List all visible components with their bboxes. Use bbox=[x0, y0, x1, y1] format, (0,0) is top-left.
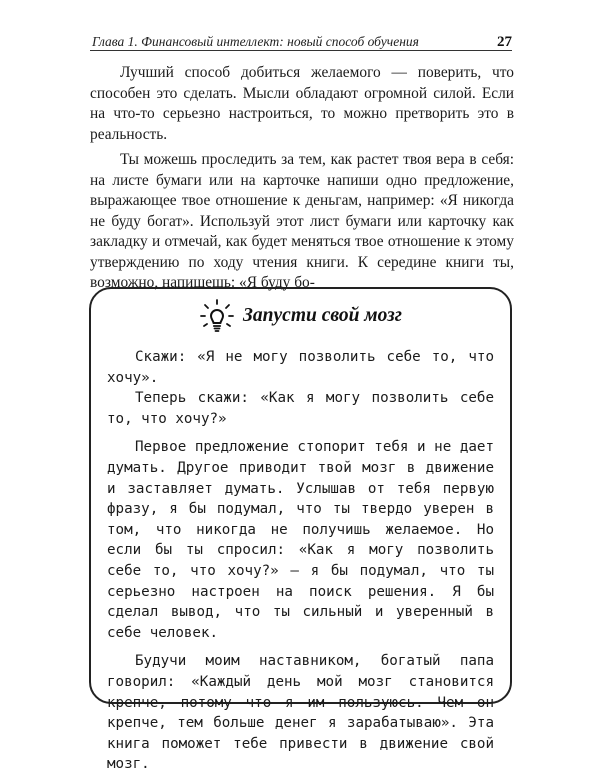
header-rule bbox=[90, 50, 512, 51]
body-paragraph: Лучший способ добиться желаемого — поверить, что способен это сделать. Мысли обладают огромной силой. Если на что-то серьезно настроиться, то можно претворить это в реальность. bbox=[90, 64, 514, 143]
callout-paragraph: Теперь скажи: «Как я могу позволить себе то, что хочу?» bbox=[107, 390, 494, 427]
callout-text bbox=[107, 347, 494, 775]
callout-paragraph: Будучи моим наставником, богатый папа говорил: «Каждый день мой мозг становится крепче, потому что я им пользуюсь. Чем он крепче, тем больше денег я зарабатываю». Эта книга поможет тебе привести в движение свой мозг. bbox=[107, 653, 494, 773]
callout-box bbox=[89, 287, 512, 773]
page-number: 27 bbox=[497, 34, 512, 50]
callout-paragraph: Скажи: «Я не могу позволить себе то, что хочу». bbox=[107, 349, 494, 386]
body-paragraph: Ты можешь проследить за тем, как растет твоя вера в себя: на листе бумаги или на карточке напиши одно предложение, выражающее твое отношение к деньгам, например: «Я никогда не буду богат». Используй этот лист бумаги или карточку как закладку и отмечай, как будет меняться твое отношение к этому утверждению по ходу чтения книги. К середине книги ты, возможно, напишешь: «Я буду бо- bbox=[90, 151, 514, 291]
body-text bbox=[90, 63, 514, 299]
callout-title: Запусти свой мозг bbox=[243, 305, 402, 326]
running-head: Глава 1. Финансовый интеллект: новый способ обучения bbox=[92, 34, 419, 49]
callout-paragraph: Первое предложение стопорит тебя и не дает думать. Другое приводит твой мозг в движение и заставляет думать. Услышав от тебя первую фразу, я бы подумал, что ты твердо уверен в том, что никогда не получишь желаемое. Но если бы ты спросил: «Как я могу позволить себе то, что хочу?» — я бы подумал, что ты серьезно настроен на поиск решения. Я бы сделал вывод, что ты сильный и уверенный в себе человек. bbox=[107, 439, 494, 641]
lightbulb-icon bbox=[199, 298, 235, 334]
callout-heading bbox=[91, 296, 510, 336]
